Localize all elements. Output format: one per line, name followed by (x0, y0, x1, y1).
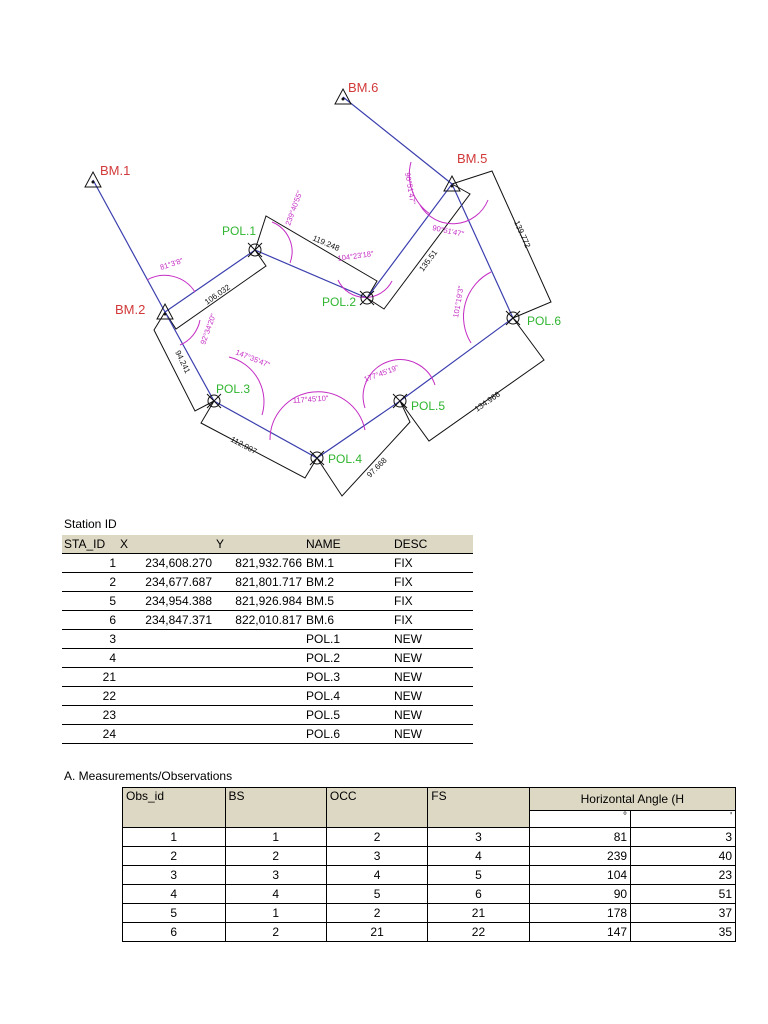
station-cell: 2 (62, 573, 118, 592)
station-cell: NEW (392, 687, 473, 706)
obs-cell: 5 (123, 904, 226, 923)
angle-pol1: 239°40'55" (283, 189, 305, 227)
station-row (62, 592, 473, 611)
station-cell: BM.6 (304, 611, 392, 630)
obs-cell: 23 (631, 866, 736, 885)
obs-cell: 40 (631, 847, 736, 866)
label-pol4: POL.4 (328, 452, 363, 466)
dist-pol6-pol5: 134.966 (472, 389, 502, 414)
station-cell: 821,801.717 (214, 573, 304, 592)
obs-row (123, 904, 736, 923)
obs-cell: 3 (631, 828, 736, 847)
col-bs: BS (225, 788, 326, 828)
obs-row (123, 828, 736, 847)
dist-pol2-bm5: 135.51 (417, 248, 440, 274)
station-cell (118, 687, 214, 706)
obs-cell: 2 (123, 847, 226, 866)
obs-cell: 4 (225, 885, 326, 904)
station-cell: 22 (62, 687, 118, 706)
obs-cell: 239 (529, 847, 630, 866)
obs-cell: 37 (631, 904, 736, 923)
obs-table (122, 787, 736, 942)
obs-cell: 22 (428, 923, 529, 942)
station-cell: 4 (62, 649, 118, 668)
station-cell (118, 630, 214, 649)
obs-cell: 2 (225, 923, 326, 942)
dist-bm2-pol1: 106.032 (202, 282, 232, 307)
station-table-header (62, 535, 473, 554)
pol5-marker-icon (393, 394, 407, 408)
station-cell (214, 687, 304, 706)
label-pol1: POL.1 (222, 224, 257, 238)
obs-cell: 21 (326, 923, 427, 942)
pol2-marker-icon (360, 291, 374, 305)
label-bm6: BM.6 (348, 80, 379, 95)
station-cell: POL.1 (304, 630, 392, 649)
label-pol5: POL.5 (411, 399, 446, 413)
station-cell: FIX (392, 573, 473, 592)
obs-cell: 4 (428, 847, 529, 866)
traverse-diagram (0, 0, 768, 510)
label-bm5: BM.5 (457, 151, 488, 166)
obs-cell: 51 (631, 885, 736, 904)
obs-cell: 4 (326, 866, 427, 885)
obs-row (123, 866, 736, 885)
station-cell: FIX (392, 554, 473, 573)
angle-pol4: 117°45'10" (292, 393, 329, 405)
station-cell: POL.5 (304, 706, 392, 725)
station-cell: 3 (62, 630, 118, 649)
obs-cell: 35 (631, 923, 736, 942)
station-row (62, 611, 473, 630)
station-cell: POL.3 (304, 668, 392, 687)
col-name: NAME (304, 535, 392, 554)
station-cell: FIX (392, 592, 473, 611)
station-cell: 5 (62, 592, 118, 611)
dist-pol5-pol4: 97.668 (365, 455, 389, 480)
obs-cell: 90 (529, 885, 630, 904)
obs-table-header (123, 788, 736, 811)
station-cell: BM.1 (304, 554, 392, 573)
bm1-triangle-icon (85, 172, 101, 187)
label-pol2: POL.2 (322, 295, 357, 309)
station-row (62, 668, 473, 687)
label-pol3: POL.3 (216, 382, 251, 396)
station-cell (214, 725, 304, 744)
angle-bm2-inner: 92°34'20" (198, 312, 218, 346)
label-bm1: BM.1 (100, 163, 131, 178)
station-cell: 821,926.984 (214, 592, 304, 611)
station-cell: BM.5 (304, 592, 392, 611)
station-row (62, 630, 473, 649)
obs-cell: 147 (529, 923, 630, 942)
col-occ: OCC (326, 788, 427, 828)
angle-bm2: 81°3'8" (158, 255, 185, 272)
obs-cell: 3 (225, 866, 326, 885)
station-cell: 821,932.766 (214, 554, 304, 573)
station-cell: BM.2 (304, 573, 392, 592)
station-cell (214, 630, 304, 649)
obs-cell: 5 (326, 885, 427, 904)
dist-pol1-pol2: 119.248 (311, 233, 341, 253)
station-cell: NEW (392, 725, 473, 744)
obs-row (123, 847, 736, 866)
angle-bm5: 90°51'47" (403, 171, 418, 205)
station-cell: 21 (62, 668, 118, 687)
station-cell: NEW (392, 630, 473, 649)
obs-cell: 3 (428, 828, 529, 847)
station-cell: 234,608.270 (118, 554, 214, 573)
station-cell: FIX (392, 611, 473, 630)
dist-pol4-pol3: 112.907 (229, 434, 259, 457)
obs-cell: 81 (529, 828, 630, 847)
station-cell: 24 (62, 725, 118, 744)
obs-cell: 3 (123, 866, 226, 885)
pol6-marker-icon (506, 311, 520, 325)
station-cell: 6 (62, 611, 118, 630)
station-cell: POL.4 (304, 687, 392, 706)
station-cell: NEW (392, 649, 473, 668)
angle-pol3: 147°35'47" (234, 347, 272, 370)
col-desc: DESC (392, 535, 473, 554)
col-x: X (118, 535, 214, 554)
angle-bm5-inner: 90°51'47" (431, 223, 465, 239)
obs-cell: 21 (428, 904, 529, 923)
station-cell (118, 668, 214, 687)
obs-table-viewport (122, 787, 768, 947)
obs-row (123, 923, 736, 942)
unit-minutes: ' (631, 811, 736, 828)
station-row (62, 554, 473, 573)
station-cell: NEW (392, 706, 473, 725)
station-cell (214, 668, 304, 687)
obs-cell: 3 (326, 847, 427, 866)
pol1-marker-icon (248, 243, 262, 257)
station-cell: POL.2 (304, 649, 392, 668)
obs-cell: 2 (326, 828, 427, 847)
col-horizontal-angle: Horizontal Angle (H (529, 788, 735, 811)
pol4-marker-icon (310, 451, 324, 465)
station-cell: 822,010.817 (214, 611, 304, 630)
angle-pol5: 177°45'19" (362, 363, 400, 384)
obs-cell: 2 (326, 904, 427, 923)
unit-degrees: ° (529, 811, 630, 828)
obs-cell: 1 (225, 828, 326, 847)
col-y: Y (214, 535, 304, 554)
dist-bm5-pol6: 139.772 (512, 219, 533, 250)
bm-triangle-icons (85, 89, 460, 319)
station-row (62, 573, 473, 592)
obs-row (123, 885, 736, 904)
pol3-marker-icon (207, 394, 221, 408)
station-cell (214, 706, 304, 725)
obs-cell: 104 (529, 866, 630, 885)
station-cell (118, 706, 214, 725)
station-row (62, 687, 473, 706)
obs-cell: 4 (123, 885, 226, 904)
station-cell: 234,677.687 (118, 573, 214, 592)
station-cell: NEW (392, 668, 473, 687)
col-obs-id: Obs_id (123, 788, 226, 828)
obs-cell: 2 (225, 847, 326, 866)
station-cell: 23 (62, 706, 118, 725)
station-table (62, 535, 473, 744)
col-sta-id: STA_ID (62, 535, 118, 554)
angle-pol2: 104°23'18" (337, 249, 375, 263)
obs-cell: 5 (428, 866, 529, 885)
col-fs: FS (428, 788, 529, 828)
dist-pol3-bm2: 94.241 (173, 348, 193, 375)
station-row (62, 706, 473, 725)
station-cell: 1 (62, 554, 118, 573)
station-row (62, 725, 473, 744)
station-table-title: Station ID (64, 517, 117, 531)
angle-pol6: 101°19'3" (451, 285, 466, 319)
obs-cell: 1 (123, 828, 226, 847)
station-cell (118, 725, 214, 744)
obs-cell: 1 (225, 904, 326, 923)
obs-cell: 178 (529, 904, 630, 923)
obs-table-title: A. Measurements/Observations (64, 769, 233, 783)
label-bm2: BM.2 (115, 302, 146, 317)
station-cell: 234,954.388 (118, 592, 214, 611)
station-cell: POL.6 (304, 725, 392, 744)
station-cell: 234,847.371 (118, 611, 214, 630)
obs-cell: 6 (123, 923, 226, 942)
station-cell (214, 649, 304, 668)
station-row (62, 649, 473, 668)
station-cell (118, 649, 214, 668)
obs-cell: 6 (428, 885, 529, 904)
label-pol6: POL.6 (527, 314, 562, 328)
